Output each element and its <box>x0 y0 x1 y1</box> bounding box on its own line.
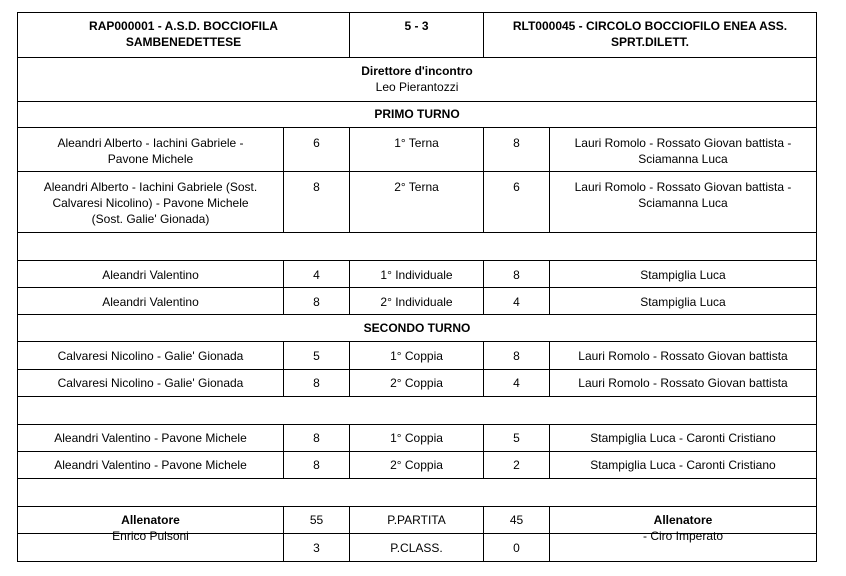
home-team-line: RAP000001 - A.S.D. BOCCIOFILA <box>89 19 278 33</box>
game-text: 1° Individuale <box>380 268 453 282</box>
player-line: Calvaresi Nicolino - Galie' Gionada <box>57 376 244 390</box>
away-players <box>550 375 816 391</box>
away-players <box>550 294 816 310</box>
grid-line <box>17 396 817 397</box>
player-line: Stampiglia Luca - Caronti Cristiano <box>590 431 776 445</box>
game-label <box>350 457 483 473</box>
away-score <box>484 267 549 283</box>
game-label <box>350 135 483 151</box>
player-line: Aleandri Valentino - Pavone Michele <box>54 458 247 472</box>
player-line: Aleandri Valentino <box>102 268 199 282</box>
grid-line <box>17 314 817 315</box>
label-text: P.CLASS. <box>390 541 443 555</box>
game-text: 2° Terna <box>394 180 439 194</box>
player-line: Lauri Romolo - Rossato Giovan battista <box>578 349 788 363</box>
home-score <box>284 375 349 391</box>
away-partita-points <box>484 512 549 528</box>
game-label <box>350 294 483 310</box>
home-score <box>284 267 349 283</box>
director-title: Direttore d'incontro <box>361 64 473 78</box>
home-players <box>18 179 283 227</box>
score-value: 6 <box>513 180 520 194</box>
home-players <box>18 348 283 364</box>
player-line: Stampiglia Luca <box>640 295 726 309</box>
player-line: Lauri Romolo - Rossato Giovan battista <box>578 376 788 390</box>
away-players <box>550 348 816 364</box>
score-value: 8 <box>313 180 320 194</box>
game-label <box>350 267 483 283</box>
game-text: 1° Coppia <box>390 349 443 363</box>
home-score <box>284 179 349 195</box>
player-line: Aleandri Valentino <box>102 295 199 309</box>
away-class-points <box>484 540 549 556</box>
game-label <box>350 430 483 446</box>
player-line: Aleandri Alberto - Iachini Gabriele (Sost. <box>43 180 258 194</box>
home-partita-points <box>284 512 349 528</box>
game-label <box>350 375 483 391</box>
player-line: Calvaresi Nicolino - Galie' Gionada <box>57 349 244 363</box>
away-players <box>550 135 816 167</box>
away-players <box>550 179 816 211</box>
away-score <box>484 430 549 446</box>
score-value: 8 <box>513 349 520 363</box>
home-players <box>18 294 283 310</box>
grid-line <box>17 424 817 425</box>
grid-line <box>17 232 817 233</box>
home-score <box>284 430 349 446</box>
match-score <box>350 18 483 34</box>
grid-line <box>17 451 817 452</box>
away-players <box>550 267 816 283</box>
home-players <box>18 457 283 473</box>
score-value: 45 <box>509 513 524 527</box>
grid-line <box>17 341 817 342</box>
grid-line <box>17 57 817 58</box>
away-score <box>484 179 549 195</box>
away-score <box>484 294 549 310</box>
home-score <box>284 294 349 310</box>
game-text: 2° Individuale <box>380 295 453 309</box>
score-value: 55 <box>309 513 324 527</box>
player-line: Lauri Romolo - Rossato Giovan battista - <box>574 136 792 150</box>
home-class-points <box>284 540 349 556</box>
score-value: 0 <box>513 541 520 555</box>
game-text: 2° Coppia <box>390 458 443 472</box>
section-title-secondo-turno <box>18 320 816 336</box>
player-line: Aleandri Valentino - Pavone Michele <box>54 431 247 445</box>
score-value: 5 <box>313 349 320 363</box>
match-director <box>18 63 816 95</box>
home-score <box>284 457 349 473</box>
away-players <box>550 430 816 446</box>
home-players <box>18 135 283 167</box>
home-coach <box>18 512 283 544</box>
score-value: 8 <box>313 295 320 309</box>
away-team-name <box>484 18 816 50</box>
coach-name: - Ciro Imperato <box>642 529 724 543</box>
player-line: Stampiglia Luca <box>640 268 726 282</box>
director-name: Leo Pierantozzi <box>375 80 459 94</box>
away-score <box>484 135 549 151</box>
grid-line <box>17 171 817 172</box>
away-coach <box>550 512 816 544</box>
away-players <box>550 457 816 473</box>
grid-line <box>17 561 817 562</box>
section-title-primo-turno <box>18 106 816 122</box>
game-text: 2° Coppia <box>390 376 443 390</box>
section-title-text: SECONDO TURNO <box>363 321 471 335</box>
game-text: 1° Coppia <box>390 431 443 445</box>
game-text: 1° Terna <box>394 136 439 150</box>
grid-line <box>17 101 817 102</box>
grid-line <box>816 12 817 562</box>
away-team-line: RLT000045 - CIRCOLO BOCCIOFILO ENEA ASS. <box>512 19 788 33</box>
away-team-line: SPRT.DILETT. <box>610 35 689 49</box>
player-line: Lauri Romolo - Rossato Giovan battista - <box>574 180 792 194</box>
partita-label <box>350 512 483 528</box>
score-value: 5 <box>513 431 520 445</box>
grid-line <box>17 260 817 261</box>
score-value: 4 <box>513 295 520 309</box>
home-score <box>284 135 349 151</box>
coach-label: Allenatore <box>653 513 713 527</box>
player-line: Sciamanna Luca <box>638 152 728 166</box>
player-line: Sciamanna Luca <box>638 196 728 210</box>
grid-line <box>17 478 817 479</box>
grid-line <box>17 12 817 13</box>
grid-line <box>17 287 817 288</box>
score-value: 8 <box>513 136 520 150</box>
score-value: 6 <box>313 136 320 150</box>
score-value: 2 <box>513 458 520 472</box>
score-value: 4 <box>313 268 320 282</box>
score-value: 8 <box>313 376 320 390</box>
coach-label: Allenatore <box>121 513 180 527</box>
home-team-line: SAMBENEDETTESE <box>125 35 242 49</box>
away-score <box>484 375 549 391</box>
home-team-name <box>18 18 349 50</box>
game-label <box>350 179 483 195</box>
home-players <box>18 430 283 446</box>
game-label <box>350 348 483 364</box>
home-players <box>18 267 283 283</box>
score-value: 8 <box>313 431 320 445</box>
score-value: 4 <box>513 376 520 390</box>
player-line: (Sost. Galie' Gionada) <box>91 212 210 226</box>
score-value: 8 <box>313 458 320 472</box>
player-line: Stampiglia Luca - Caronti Cristiano <box>590 458 776 472</box>
match-score-value: 5 - 3 <box>404 19 429 33</box>
away-score <box>484 457 549 473</box>
grid-line <box>17 127 817 128</box>
away-score <box>484 348 549 364</box>
score-value: 8 <box>513 268 520 282</box>
grid-line <box>17 506 817 507</box>
grid-line <box>17 369 817 370</box>
player-line: Calvaresi Nicolino) - Pavone Michele <box>52 196 249 210</box>
score-value: 3 <box>313 541 320 555</box>
player-line: Pavone Michele <box>107 152 194 166</box>
section-title-text: PRIMO TURNO <box>374 107 460 121</box>
home-players <box>18 375 283 391</box>
home-score <box>284 348 349 364</box>
coach-name: Enrico Pulsoni <box>112 529 189 543</box>
class-label <box>350 540 483 556</box>
player-line: Aleandri Alberto - Iachini Gabriele - <box>57 136 244 150</box>
label-text: P.PARTITA <box>387 513 446 527</box>
